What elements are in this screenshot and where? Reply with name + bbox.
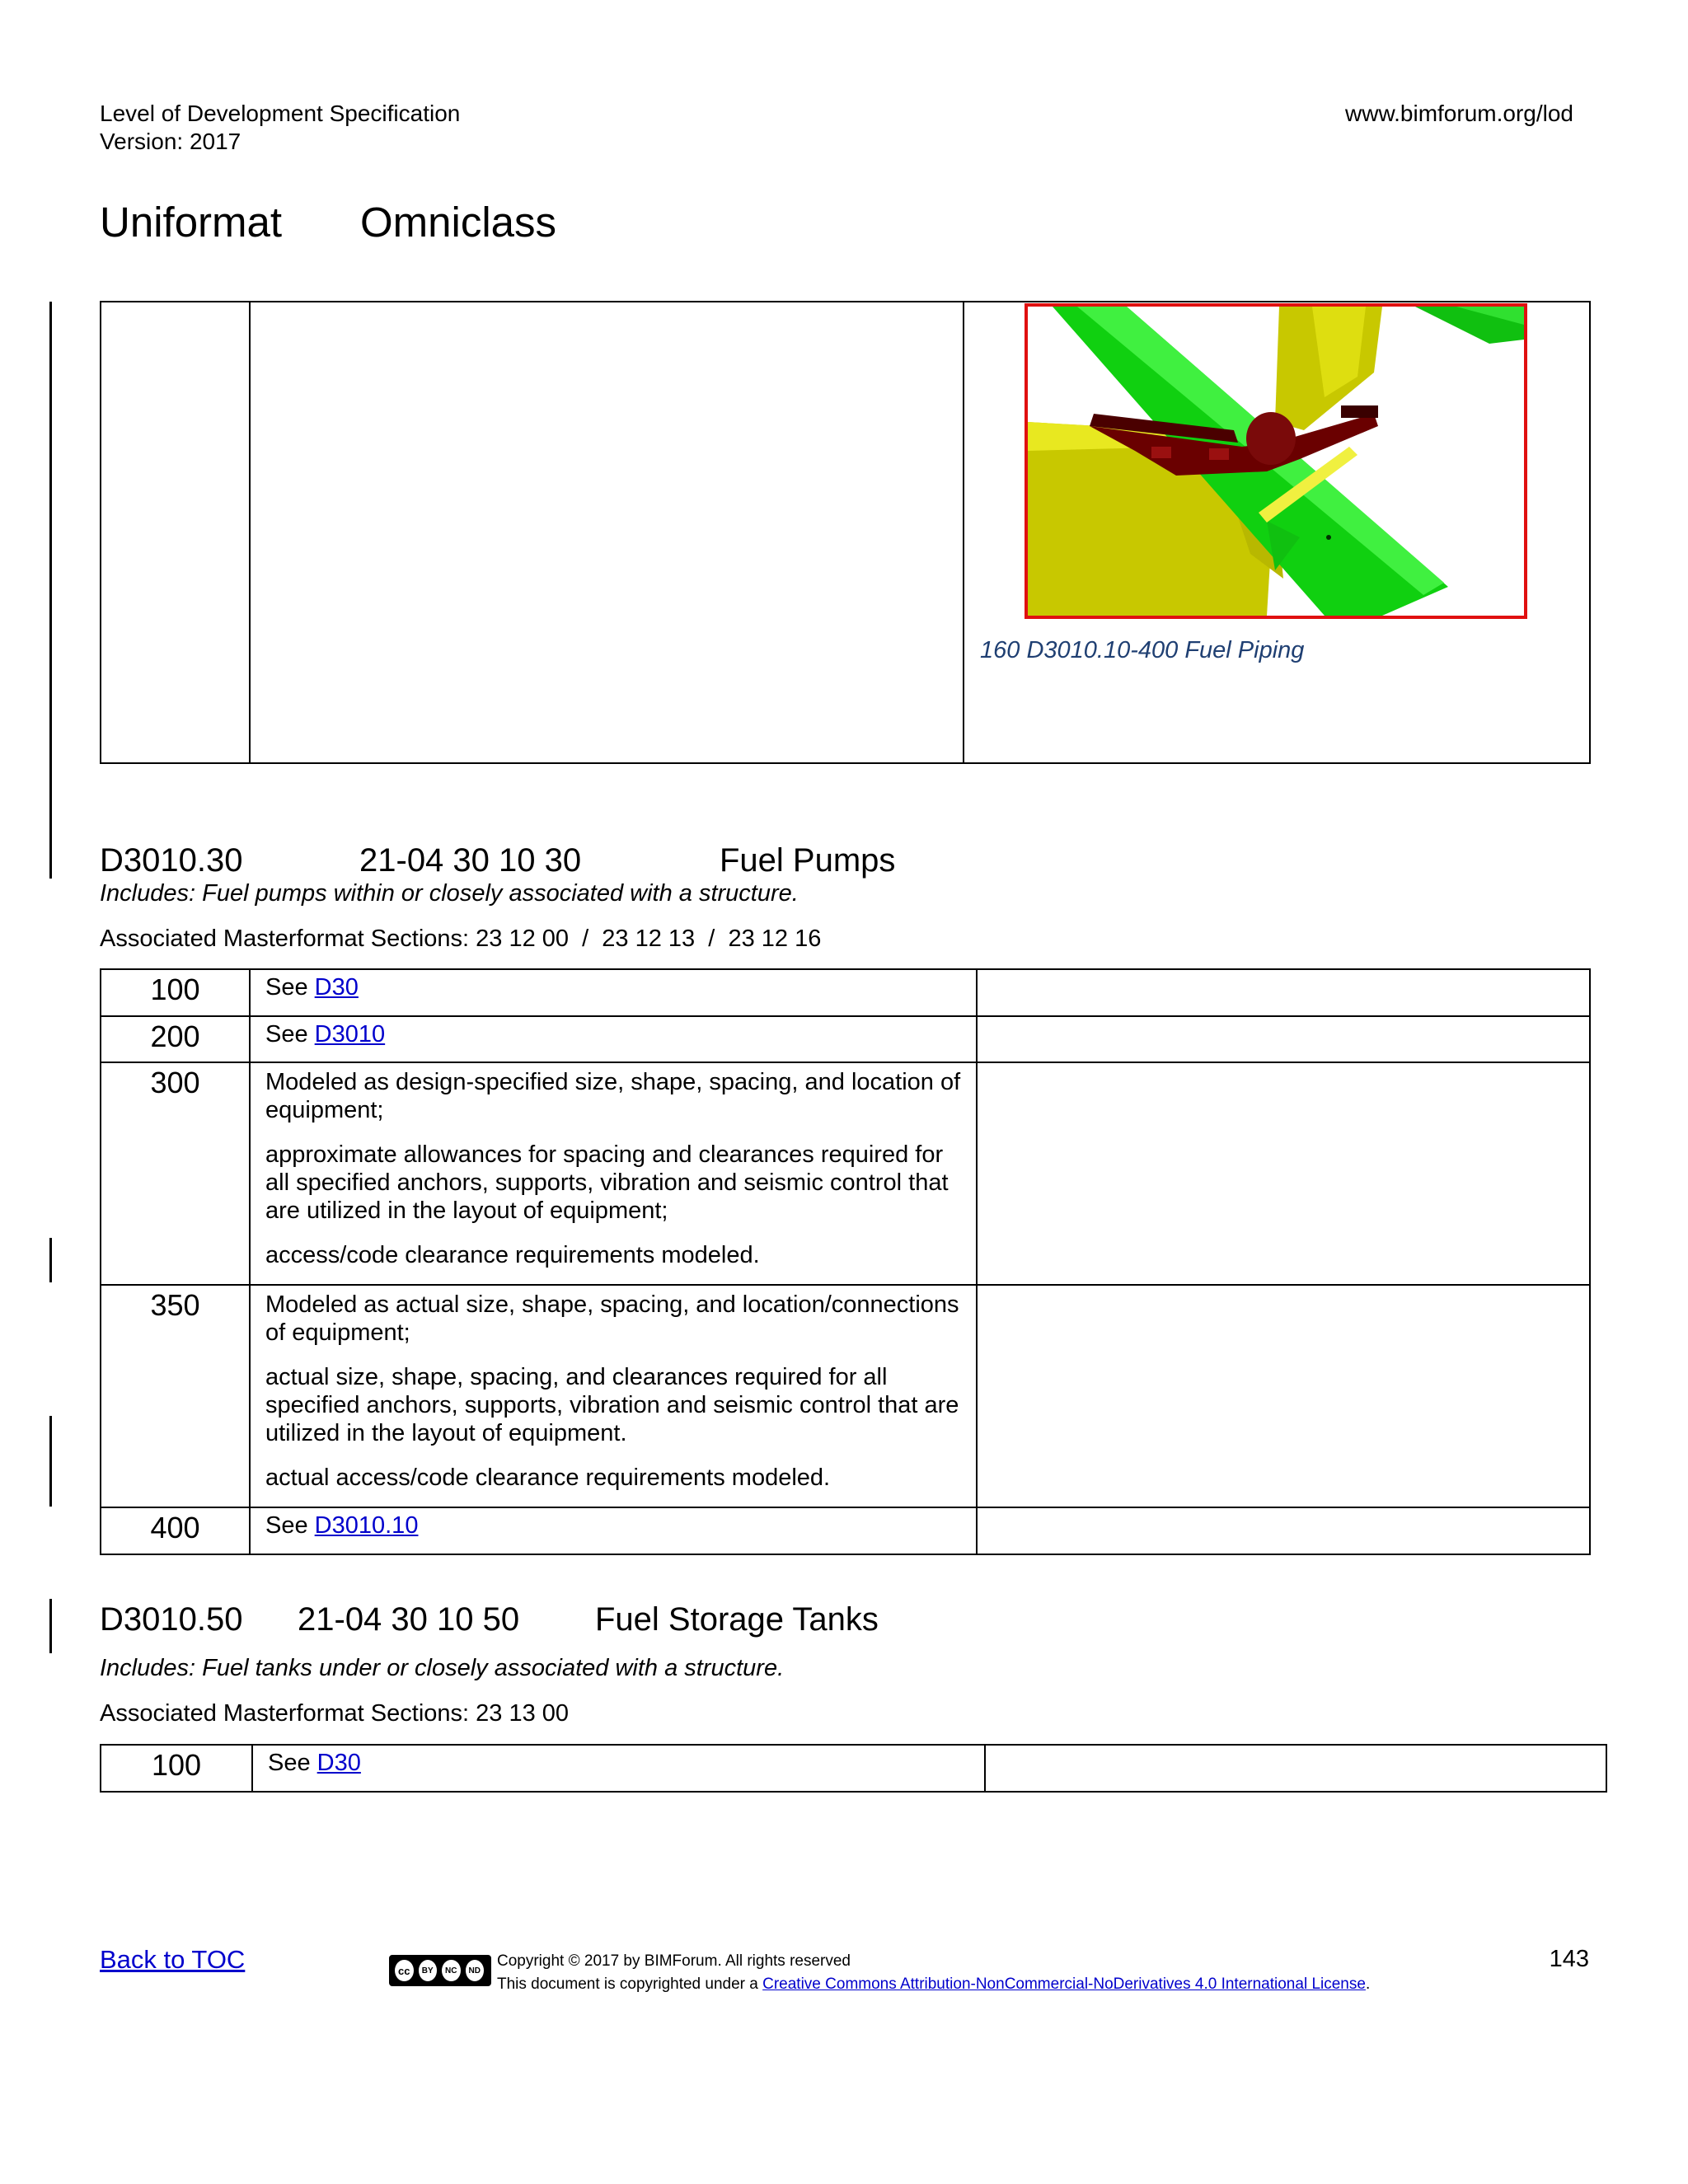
change-bar — [49, 1416, 52, 1507]
lod-level: 350 — [101, 1285, 250, 1507]
lod-notes — [977, 969, 1590, 1016]
table-row — [101, 1062, 1590, 1285]
cc-icon: cc — [393, 1958, 415, 1983]
cc-license-badge-icon[interactable] — [389, 1955, 491, 1986]
see-text: See — [265, 1512, 315, 1539]
page-number: 143 — [1549, 1946, 1589, 1972]
omniclass-heading: Omniclass — [360, 199, 557, 246]
lod-notes — [985, 1745, 1606, 1792]
table-row — [101, 1507, 1590, 1554]
by-icon: BY — [417, 1958, 439, 1983]
see-text: See — [268, 1750, 317, 1776]
section-includes: Includes: Fuel pumps within or closely associated with a structure. — [100, 880, 799, 907]
lod-table-fuel-storage-tanks — [100, 1744, 1607, 1793]
lod-description — [250, 969, 977, 1016]
nd-icon: ND — [464, 1958, 486, 1983]
change-bar — [49, 1599, 52, 1653]
section-masterformat: Associated Masterformat Sections: 23 12 00 / 23 12 13 / 23 12 16 — [100, 926, 822, 952]
lod-level: 300 — [101, 1062, 250, 1285]
see-text: See — [265, 1021, 315, 1047]
lod-description — [252, 1745, 985, 1792]
section-omniclass: 21-04 30 10 50 — [298, 1601, 520, 1638]
see-text: See — [265, 974, 315, 1001]
copyright-text: Copyright © 2017 by BIMForum. All rights reserved — [497, 1952, 851, 1970]
nc-icon: NC — [440, 1958, 462, 1983]
lod-notes — [977, 1507, 1590, 1554]
link-d3010-10[interactable]: D3010.10 — [314, 1512, 419, 1539]
lod-description — [250, 1507, 977, 1554]
license-text — [497, 1974, 1370, 1995]
link-d30[interactable]: D30 — [316, 1750, 361, 1776]
continued-table — [100, 301, 1591, 764]
license-suffix: . — [1365, 1975, 1371, 1993]
lod-paragraph: Modeled as design-specified size, shape, spacing, and location of equipment; — [265, 1069, 961, 1123]
link-d3010[interactable]: D3010 — [314, 1021, 386, 1047]
lod-description — [250, 1285, 977, 1507]
section-masterformat: Associated Masterformat Sections: 23 13 00 — [100, 1700, 570, 1727]
lod-level: 200 — [101, 1016, 250, 1062]
uniformat-heading: Uniformat — [100, 199, 283, 246]
lod-description — [250, 1062, 977, 1285]
lod-paragraph: actual access/code clearance requirements modeled. — [265, 1465, 831, 1491]
fuel-piping-figure — [1025, 303, 1527, 619]
section-title: Fuel Pumps — [720, 842, 896, 879]
lod-paragraph: access/code clearance requirements modeled. — [265, 1242, 760, 1268]
change-bar — [49, 1238, 52, 1282]
lod-notes — [977, 1285, 1590, 1507]
license-link[interactable]: Creative Commons Attribution-NonCommercial-NoDerivatives 4.0 International License — [762, 1975, 1366, 1993]
level-cell — [101, 302, 250, 763]
lod-level: 400 — [101, 1507, 250, 1554]
lod-table-fuel-pumps — [100, 968, 1591, 1555]
section-code: D3010.50 — [100, 1601, 243, 1638]
fuel-piping-3d-render — [1028, 307, 1524, 616]
description-cell — [250, 302, 964, 763]
lod-level: 100 — [101, 1745, 252, 1792]
link-d30[interactable]: D30 — [314, 974, 359, 1001]
section-includes: Includes: Fuel tanks under or closely associated with a structure. — [100, 1655, 785, 1681]
change-bar — [49, 302, 52, 879]
document-title: Level of Development Specification — [100, 101, 461, 126]
table-row — [101, 1745, 1606, 1792]
document-version: Version: 2017 — [100, 129, 241, 154]
section-code: D3010.30 — [100, 842, 243, 879]
lod-notes — [977, 1016, 1590, 1062]
section-omniclass: 21-04 30 10 30 — [359, 842, 582, 879]
header-url: www.bimforum.org/lod — [1345, 101, 1573, 126]
table-row — [101, 1016, 1590, 1062]
license-prefix: This document is copyrighted under a — [497, 1975, 763, 1993]
lod-paragraph: approximate allowances for spacing and clearances required for all specified anchors, supports, vibration and seismic control that are utilized in the layout of equipment; — [265, 1141, 949, 1224]
figure-cell — [964, 302, 1590, 763]
table-row — [101, 1285, 1590, 1507]
back-to-toc-link[interactable]: Back to TOC — [100, 1945, 246, 1974]
table-row — [101, 969, 1590, 1016]
lod-level: 100 — [101, 969, 250, 1016]
lod-notes — [977, 1062, 1590, 1285]
figure-caption: 160 D3010.10-400 Fuel Piping — [980, 637, 1305, 663]
section-title: Fuel Storage Tanks — [595, 1601, 879, 1638]
lod-description — [250, 1016, 977, 1062]
lod-paragraph: Modeled as actual size, shape, spacing, and location/connections of equipment; — [265, 1291, 959, 1346]
lod-paragraph: actual size, shape, spacing, and clearances required for all specified anchors, supports, vibration and seismic control that are utilized in the layout of equipment. — [265, 1364, 959, 1446]
